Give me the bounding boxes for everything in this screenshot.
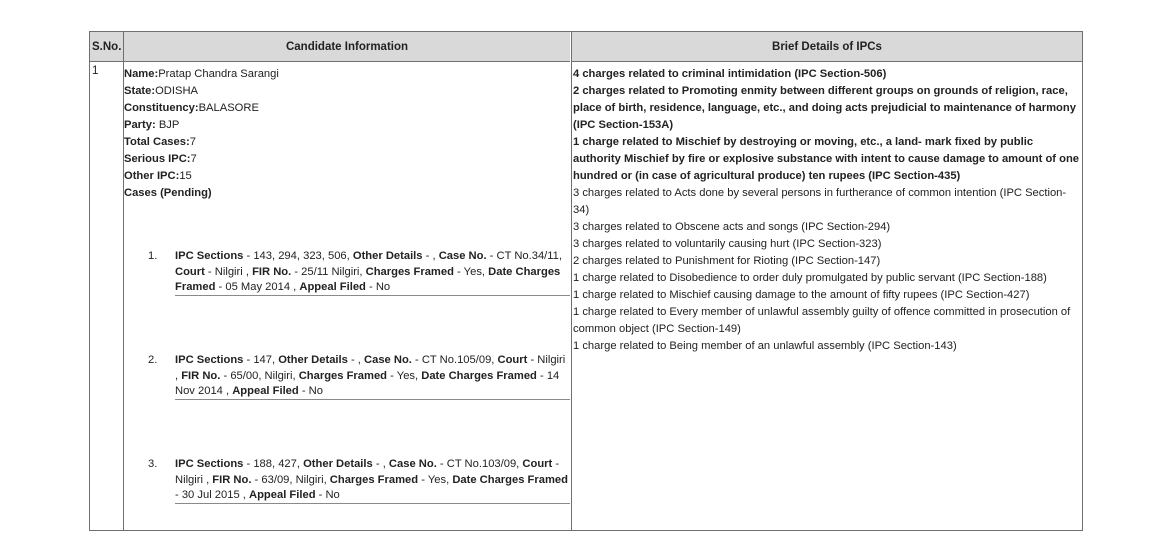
header-ipc-details: Brief Details of IPCs xyxy=(572,32,1082,62)
ipc-detail-item: 1 charge related to Every member of unlawful assembly guilty of offence committed in prosecution of common object (IPC Section-149) xyxy=(573,306,1071,335)
header-sno: S.No. xyxy=(90,32,123,62)
candidate-name: Name:Pratap Chandra Sarangi xyxy=(124,68,279,80)
ipc-detail-item: 3 charges related to voluntarily causing hurt (IPC Section-323) xyxy=(573,238,882,250)
pending-case: 1. IPC Sections - 143, 294, 323, 506, Other Details - , Case No. - CT No.34/11, Court - Nilgiri , FIR No. - 25/11 Nilgiri, Charges Framed - Yes, Date Charges Framed - 05 May 2014 , Appeal Filed - No xyxy=(148,250,563,294)
case-separator xyxy=(175,399,570,400)
ipc-detail-item: 1 charge related to Mischief causing damage to the amount of fifty rupees (IPC Section-427) xyxy=(573,289,1030,301)
ipc-details-list xyxy=(573,66,1079,355)
candidate-state: State:ODISHA xyxy=(124,85,198,97)
ipc-detail-item: 1 charge related to Mischief by destroying or moving, etc., a land- mark fixed by public authority Mischief by fire or explosive substance with intent to cause damage to amount of one hundred or (in case of agricultural produce) ten rupees (IPC Section-435) xyxy=(573,136,1080,182)
case-number: 2. xyxy=(148,354,158,366)
ipc-detail-item: 2 charges related to Punishment for Rioting (IPC Section-147) xyxy=(573,255,881,267)
candidate-constituency: Constituency:BALASORE xyxy=(124,102,259,114)
row-sno: 1 xyxy=(92,65,99,77)
candidate-party: Party: BJP xyxy=(124,119,180,131)
case-number: 1. xyxy=(148,250,158,262)
case-number: 3. xyxy=(148,458,158,470)
pending-case: 3. IPC Sections - 188, 427, Other Details - , Case No. - CT No.103/09, Court - Nilgiri , FIR No. - 63/09, Nilgiri, Charges Framed - Yes, Date Charges Framed - 30 Jul 2015 , Appeal Filed - No xyxy=(148,458,568,502)
case-separator xyxy=(175,503,570,504)
ipc-detail-item: 1 charge related to Being member of an unlawful assembly (IPC Section-143) xyxy=(573,340,957,352)
column-divider xyxy=(571,32,572,530)
candidate-serious-ipc: Serious IPC:7 xyxy=(124,153,197,165)
cases-pending-heading: Cases (Pending) xyxy=(124,187,212,199)
candidate-info xyxy=(124,66,570,502)
candidate-table xyxy=(89,31,1083,531)
candidate-total-cases: Total Cases:7 xyxy=(124,136,196,148)
ipc-detail-item: 3 charges related to Obscene acts and songs (IPC Section-294) xyxy=(573,221,891,233)
ipc-detail-item: 3 charges related to Acts done by several persons in furtherance of common intention (IPC Section-34) xyxy=(573,187,1067,216)
ipc-detail-item: 4 charges related to criminal intimidation (IPC Section-506) xyxy=(573,68,887,80)
candidate-other-ipc: Other IPC:15 xyxy=(124,170,192,182)
case-separator xyxy=(175,295,570,296)
pending-case: 2. IPC Sections - 147, Other Details - , Case No. - CT No.105/09, Court - Nilgiri , FIR No. - 65/00, Nilgiri, Charges Framed - Yes, Date Charges Framed - 14 Nov 2014 , Appeal Filed - No xyxy=(148,354,566,398)
ipc-detail-item: 1 charge related to Disobedience to order duly promulgated by public servant (IPC Section-188) xyxy=(573,272,1047,284)
header-candidate-information: Candidate Information xyxy=(124,32,570,62)
ipc-detail-item: 2 charges related to Promoting enmity between different groups on grounds of religion, race, place of birth, residence, language, etc., and doing acts prejudicial to maintenance of harmony (IPC Section-153A) xyxy=(573,85,1076,131)
